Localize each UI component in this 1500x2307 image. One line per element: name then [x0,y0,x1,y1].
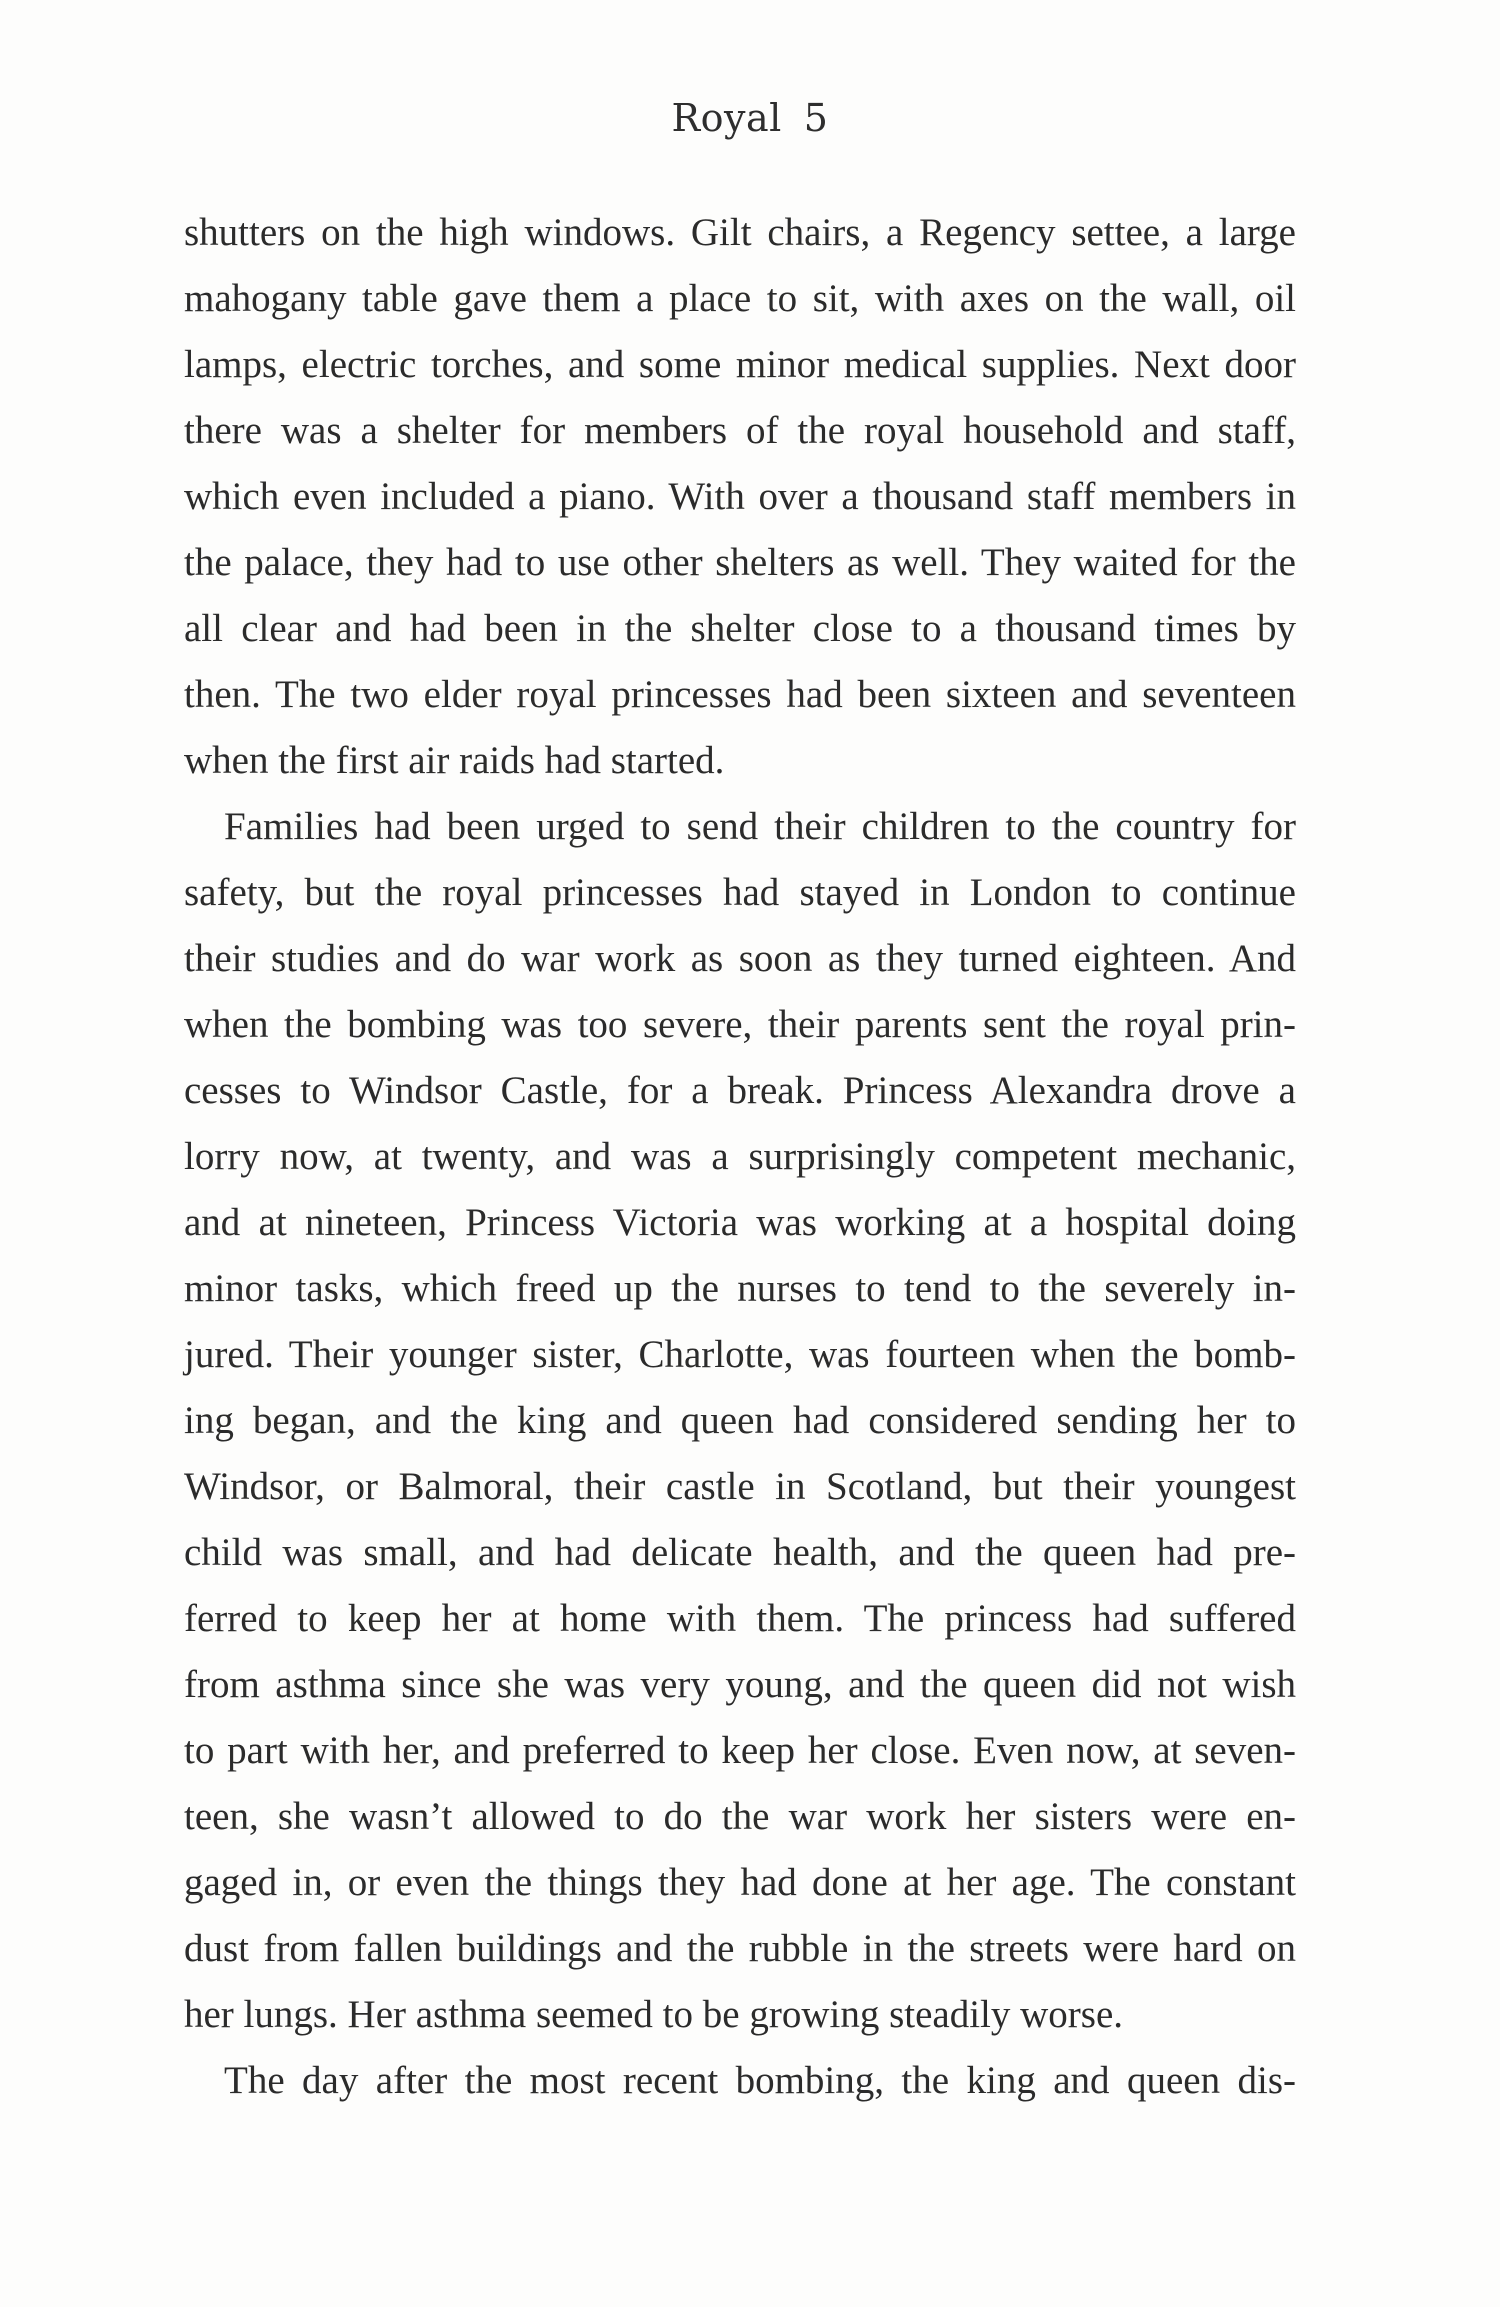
text-line: mahogany table gave them a place to sit, with axes on the wall, oil [184,277,1296,320]
text-line: from asthma since she was very young, and the queen did not wish [184,1663,1296,1706]
text-line: minor tasks, which freed up the nurses to tend to the severely in- [184,1267,1296,1310]
text-line: ferred to keep her at home with them. The princess had suffered [184,1597,1296,1640]
running-head [0,88,1500,148]
paragraph-3 [184,2048,1296,2114]
text-line: when the bombing was too severe, their parents sent the royal prin- [184,1003,1296,1046]
text-line: when the first air raids had started. [184,739,725,782]
text-line: which even included a piano. With over a thousand staff members in [184,475,1296,518]
text-line: Families had been urged to send their children to the country for [224,805,1296,848]
text-line: jured. Their younger sister, Charlotte, was fourteen when the bomb- [184,1333,1296,1376]
text-line: and at nineteen, Princess Victoria was working at a hospital doing [184,1201,1296,1244]
text-line: lamps, electric torches, and some minor medical supplies. Next door [184,343,1296,386]
text-line: cesses to Windsor Castle, for a break. Princess Alexandra drove a [184,1069,1296,1112]
text-line: to part with her, and preferred to keep her close. Even now, at seven- [184,1729,1296,1772]
text-line: Windsor, or Balmoral, their castle in Scotland, but their youngest [184,1465,1296,1508]
text-line: there was a shelter for members of the royal household and staff, [184,409,1296,452]
text-line: ing began, and the king and queen had considered sending her to [184,1399,1296,1442]
text-line: lorry now, at twenty, and was a surprisingly competent mechanic, [184,1135,1296,1178]
text-line: their studies and do war work as soon as they turned eighteen. And [184,937,1296,980]
text-line: then. The two elder royal princesses had been sixteen and seventeen [184,673,1296,716]
text-line: child was small, and had delicate health, and the queen had pre- [184,1531,1296,1574]
text-line: all clear and had been in the shelter close to a thousand times by [184,607,1296,650]
text-line: gaged in, or even the things they had done at her age. The constant [184,1861,1296,1904]
text-line: shutters on the high windows. Gilt chairs, a Regency settee, a large [184,211,1296,254]
text-line: safety, but the royal princesses had stayed in London to continue [184,871,1296,914]
page-number: 5 [803,96,829,140]
running-head-title: Royal [671,96,782,140]
text-line: dust from fallen buildings and the rubble in the streets were hard on [184,1927,1296,1970]
text-line: The day after the most recent bombing, the king and queen dis- [224,2059,1296,2102]
paragraph-2 [184,794,1296,2048]
paragraph-1 [184,200,1296,794]
text-line: the palace, they had to use other shelters as well. They waited for the [184,541,1296,584]
body-text [184,200,1296,2114]
text-line: teen, she wasn’t allowed to do the war work her sisters were en- [184,1795,1296,1838]
text-line: her lungs. Her asthma seemed to be growing steadily worse. [184,1993,1124,2036]
